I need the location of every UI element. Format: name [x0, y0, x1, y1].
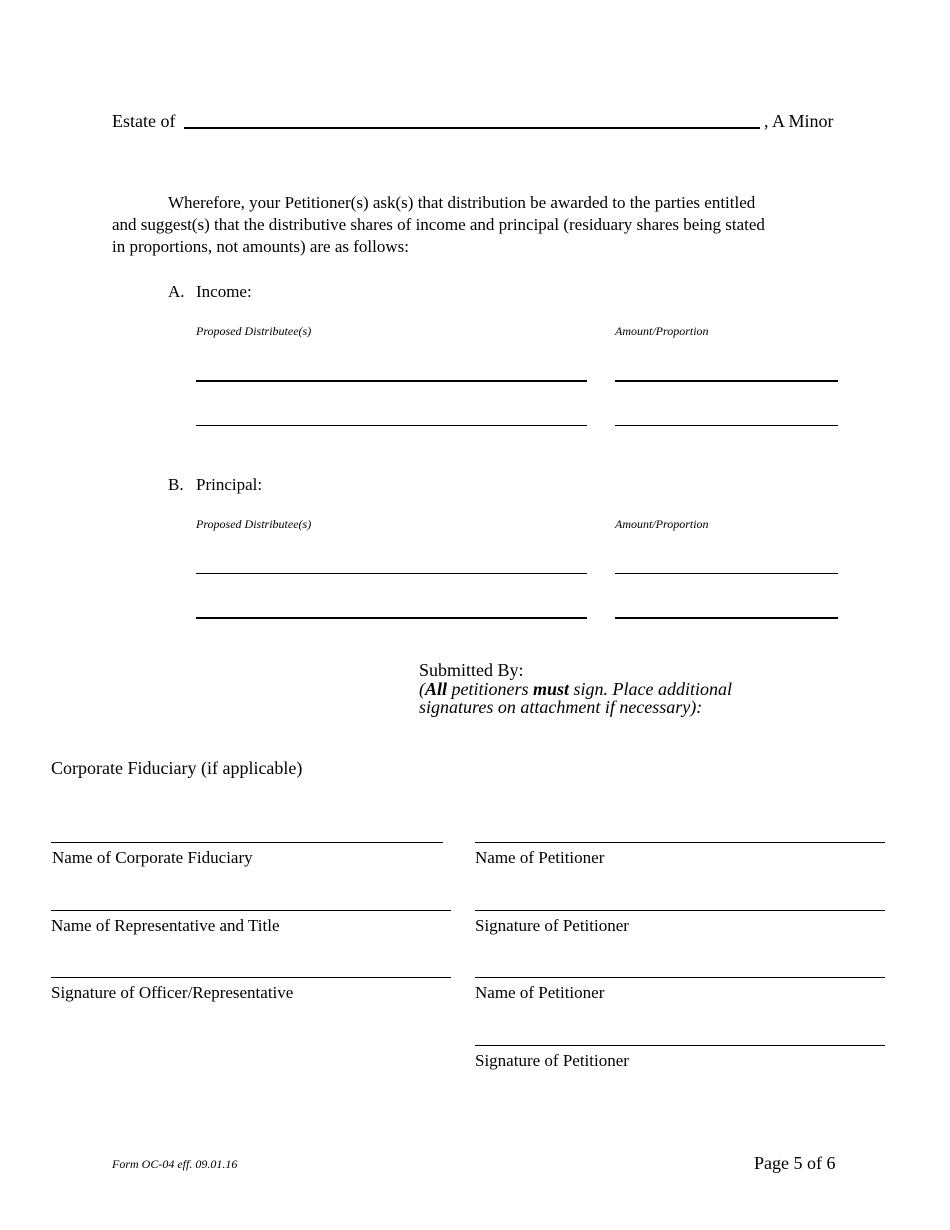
principal-distributee-caption: Proposed Distributee(s)	[196, 517, 312, 531]
income-letter: A.	[168, 282, 185, 301]
submitted-by-label: Submitted By:	[419, 660, 524, 680]
income-heading: Income:	[196, 282, 252, 301]
all-emphasis: All	[425, 679, 448, 699]
corporate-fiduciary-name-label: Name of Corporate Fiduciary	[52, 848, 253, 867]
principal-letter: B.	[168, 475, 184, 494]
income-amount-caption: Amount/Proportion	[615, 324, 709, 338]
officer-signature-line[interactable]	[51, 977, 451, 978]
petitioners-text: petitioners	[447, 679, 534, 699]
submitted-instruction-line: (All petitioners must sign. Place additional	[419, 679, 733, 699]
principal-distributee-line-2[interactable]	[196, 617, 587, 619]
principal-distributee-line-1[interactable]	[196, 573, 587, 574]
intro-line-1: Wherefore, your Petitioner(s) ask(s) that distribution be awarded to the parties entitled	[168, 193, 756, 212]
officer-signature-label: Signature of Officer/Representative	[51, 983, 294, 1002]
submitted-instruction-line-2: signatures on attachment if necessary):	[419, 697, 703, 717]
income-amount-line-2[interactable]	[615, 425, 838, 426]
petitioner-name-label-1: Name of Petitioner	[475, 848, 605, 867]
estate-name-line[interactable]	[184, 127, 760, 129]
principal-amount-line-1[interactable]	[615, 573, 838, 574]
corporate-fiduciary-name-line[interactable]	[51, 842, 443, 843]
intro-line-2: and suggest(s) that the distributive shares of income and principal (residuary shares being stated	[112, 215, 765, 234]
principal-amount-line-2[interactable]	[615, 617, 838, 619]
must-emphasis: must	[533, 679, 570, 699]
petitioner-signature-line-1[interactable]	[475, 910, 885, 911]
petitioner-signature-label-2: Signature of Petitioner	[475, 1051, 629, 1070]
petitioner-name-line-2[interactable]	[475, 977, 885, 978]
representative-name-line[interactable]	[51, 910, 451, 911]
corporate-fiduciary-heading: Corporate Fiduciary (if applicable)	[51, 758, 303, 778]
sign-text: sign. Place additional	[569, 679, 733, 699]
principal-amount-caption: Amount/Proportion	[615, 517, 709, 531]
intro-line-3: in proportions, not amounts) are as follows:	[112, 237, 409, 256]
representative-name-label: Name of Representative and Title	[51, 916, 280, 935]
income-distributee-line-2[interactable]	[196, 425, 587, 426]
estate-of-label: Estate of	[112, 111, 176, 131]
form-number: Form OC-04 eff. 09.01.16	[112, 1157, 238, 1171]
principal-heading: Principal:	[196, 475, 263, 494]
income-distributee-caption: Proposed Distributee(s)	[196, 324, 312, 338]
petitioner-signature-label-1: Signature of Petitioner	[475, 916, 629, 935]
page-number: Page 5 of 6	[754, 1153, 836, 1173]
petitioner-name-label-2: Name of Petitioner	[475, 983, 605, 1002]
income-distributee-line-1[interactable]	[196, 380, 587, 382]
petitioner-signature-line-2[interactable]	[475, 1045, 885, 1046]
petitioner-name-line-1[interactable]	[475, 842, 885, 843]
a-minor-label: , A Minor	[764, 111, 834, 131]
income-amount-line-1[interactable]	[615, 380, 838, 382]
